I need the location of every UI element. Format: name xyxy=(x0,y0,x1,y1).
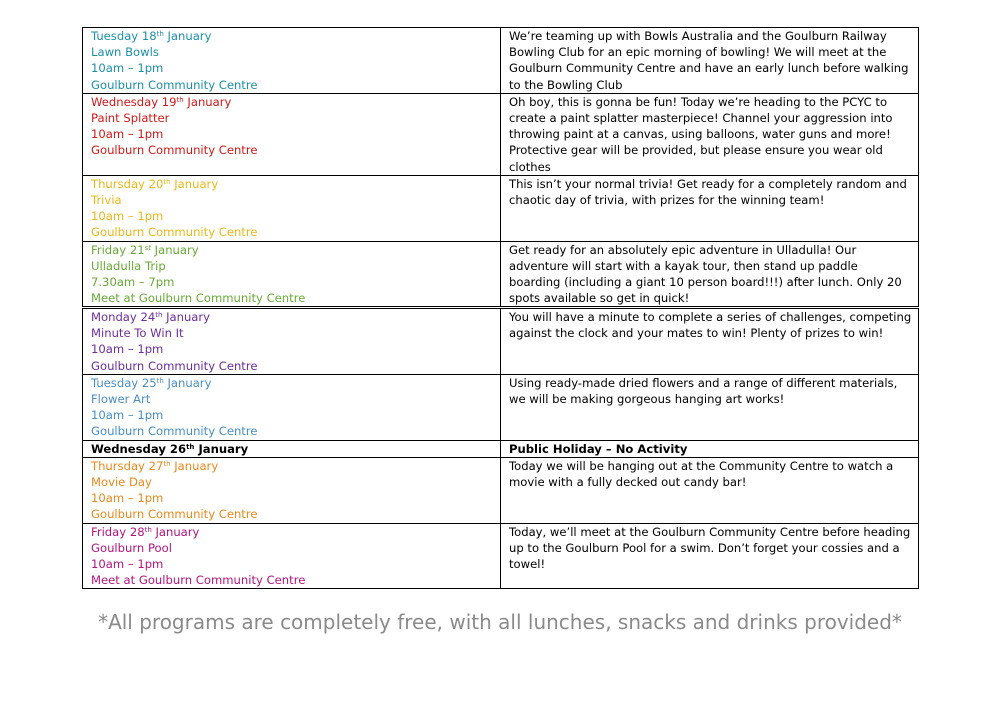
event-time: 10am – 1pm xyxy=(91,61,164,76)
event-description: Get ready for an absolutely epic adventure in Ulladulla! Our adventure will start with a kayak tour, then stand up paddle boarding (including a giant 10 person board!!!) after lunch. Only 20 spots available so get in quick! xyxy=(509,242,902,306)
table-row xyxy=(83,523,919,589)
event-details-cell xyxy=(83,28,501,94)
event-time: 10am – 1pm xyxy=(91,209,164,224)
event-date: Thursday 27th January xyxy=(91,458,219,473)
table-row xyxy=(83,309,919,375)
event-date: Friday 21st January xyxy=(91,242,199,257)
event-time: 10am – 1pm xyxy=(91,557,164,572)
event-activity: Goulburn Pool xyxy=(91,540,172,555)
event-location: Meet at Goulburn Community Centre xyxy=(91,573,306,588)
event-location: Goulburn Community Centre xyxy=(91,358,258,373)
event-description-cell xyxy=(501,440,919,457)
event-details-cell xyxy=(83,457,501,523)
event-time: 10am – 1pm xyxy=(91,127,164,142)
event-description: This isn’t your normal trivia! Get ready for a completely random and chaotic day of trivia, with prizes for the winning team! xyxy=(509,176,907,208)
event-date: Wednesday 26th January xyxy=(91,441,249,456)
table-row-holiday xyxy=(83,440,919,457)
event-description: You will have a minute to complete a series of challenges, competing against the clock and your mates to win! Plenty of prizes to win! xyxy=(509,310,912,341)
event-description: We’re teaming up with Bowls Australia and the Goulburn Railway Bowling Club for an epic morning of bowling! We will meet at the Goulburn Community Centre and have an early lunch before walking to the Bowling Club xyxy=(509,29,909,92)
event-location: Goulburn Community Centre xyxy=(91,225,258,240)
event-date: Thursday 20th January xyxy=(91,176,219,191)
table-row xyxy=(83,28,919,94)
event-description: Today we will be hanging out at the Community Centre to watch a movie with a fully decked out candy bar! xyxy=(509,458,894,490)
event-description-cell xyxy=(501,241,919,307)
event-location: Goulburn Community Centre xyxy=(91,507,258,522)
table-row xyxy=(83,175,919,241)
event-location: Meet at Goulburn Community Centre xyxy=(91,291,306,306)
event-date: Tuesday 25th January xyxy=(91,375,212,390)
table-row xyxy=(83,457,919,523)
event-time: 10am – 1pm xyxy=(91,342,164,357)
event-location: Goulburn Community Centre xyxy=(91,77,258,92)
event-activity: Lawn Bowls xyxy=(91,45,159,60)
table-row xyxy=(83,93,919,175)
footer-note: *All programs are completely free, with all lunches, snacks and drinks provided* xyxy=(98,610,902,634)
event-activity: Ulladulla Trip xyxy=(91,258,166,273)
table-row xyxy=(83,374,919,440)
event-description-cell xyxy=(501,93,919,175)
schedule-week-1 xyxy=(82,27,919,307)
event-activity: Paint Splatter xyxy=(91,111,170,126)
event-details-cell xyxy=(83,309,501,375)
event-date: Friday 28th January xyxy=(91,524,200,539)
event-description: Today, we’ll meet at the Goulburn Community Centre before heading up to the Goulburn Pool for a swim. Don’t forget your cossies and a towel! xyxy=(509,524,911,572)
event-time: 10am – 1pm xyxy=(91,408,164,423)
event-description-cell xyxy=(501,523,919,589)
table-row xyxy=(83,241,919,307)
event-date: Tuesday 18th January xyxy=(91,29,212,43)
event-time: 10am – 1pm xyxy=(91,491,164,506)
event-details-cell xyxy=(83,241,501,307)
event-details-cell xyxy=(83,93,501,175)
event-description: Using ready-made dried flowers and a range of different materials, we will be making gorgeous hanging art works! xyxy=(509,375,898,407)
event-location: Goulburn Community Centre xyxy=(91,424,258,439)
event-activity: Flower Art xyxy=(91,392,151,407)
event-description-cell xyxy=(501,28,919,94)
event-description: Oh boy, this is gonna be fun! Today we’re heading to the PCYC to create a paint splatter masterpiece! Channel your aggression into throwing paint at a canvas, using balloons, water guns and more! xyxy=(509,94,893,142)
event-description-cell xyxy=(501,175,919,241)
event-time: 7.30am – 7pm xyxy=(91,275,175,290)
event-activity: Movie Day xyxy=(91,475,152,490)
event-details-cell xyxy=(83,440,501,457)
holiday-notice: Public Holiday – No Activity xyxy=(509,441,688,456)
schedule-week-2 xyxy=(82,308,919,589)
event-description-cell xyxy=(501,457,919,523)
event-description-cell xyxy=(501,309,919,375)
event-description-note: Protective gear will be provided, but please ensure you wear old clothes xyxy=(509,143,883,174)
event-location: Goulburn Community Centre xyxy=(91,143,258,158)
event-activity: Minute To Win It xyxy=(91,326,184,341)
event-description-cell xyxy=(501,374,919,440)
event-details-cell xyxy=(83,374,501,440)
event-date: Wednesday 19th January xyxy=(91,94,232,109)
event-details-cell xyxy=(83,523,501,589)
event-date: Monday 24th January xyxy=(91,310,211,324)
event-details-cell xyxy=(83,175,501,241)
event-activity: Trivia xyxy=(91,193,122,208)
